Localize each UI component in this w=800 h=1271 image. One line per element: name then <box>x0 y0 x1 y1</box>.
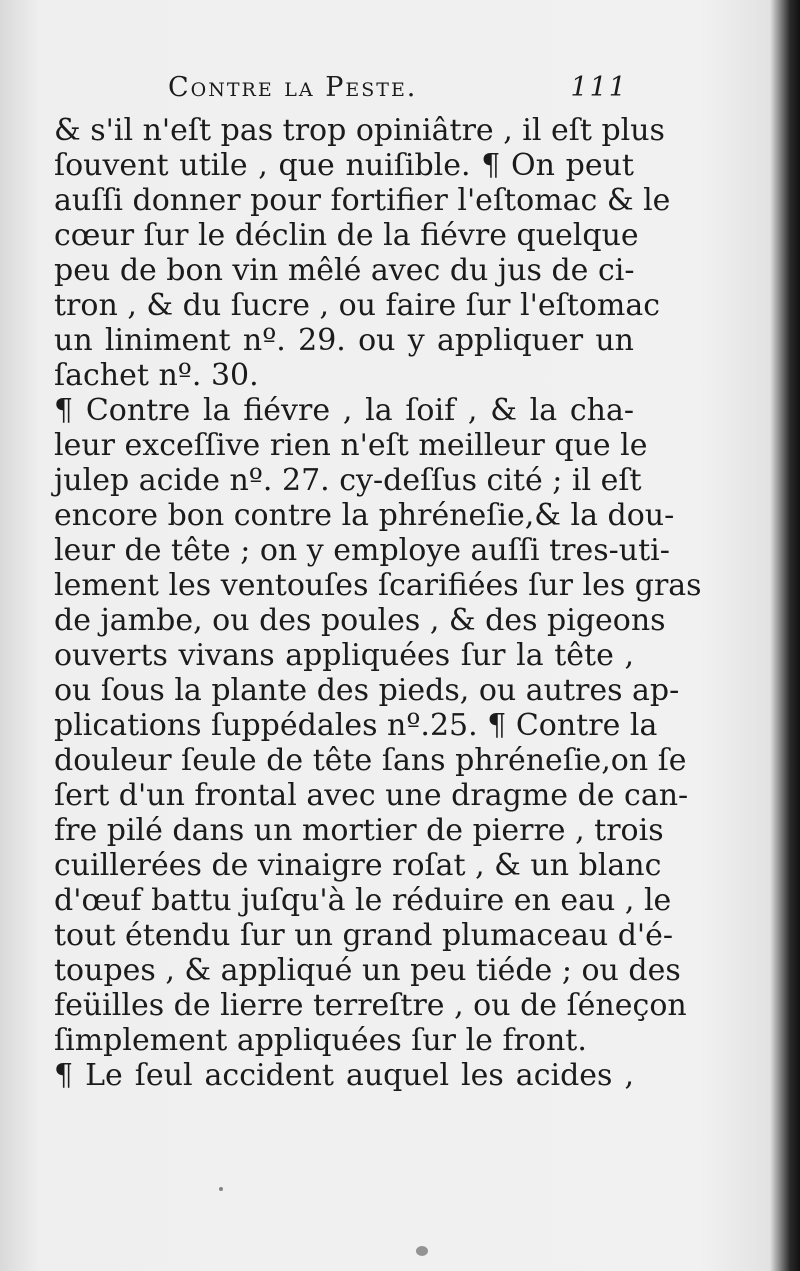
text-line: ¶ Contre la fiévre , la ſoif , & la cha- <box>54 393 634 428</box>
body-text <box>54 113 702 1093</box>
text-line: feüilles de lierre terreſtre , ou de ſéneçon <box>54 988 687 1023</box>
running-title: Contre la Peste. <box>168 72 418 103</box>
text-line: tron , & du ſucre , ou faire ſur l'eſtomac <box>54 288 661 323</box>
text-line: de jambe, ou des poules , & des pigeons <box>54 603 666 638</box>
page-number: 111 <box>570 72 628 103</box>
text-line: plications ſuppédales nº.25. ¶ Contre la <box>54 708 658 743</box>
text-line: ¶ Le ſeul accident auquel les acides , <box>54 1058 634 1093</box>
text-line: leur de tête ; on y employe auſſi tres-uti- <box>54 533 670 568</box>
text-line: d'œuf battu juſqu'à le réduire en eau , le <box>54 883 672 918</box>
ink-spot <box>416 1246 428 1256</box>
text-line: tout étendu ſur un grand plumaceau d'é- <box>54 918 674 953</box>
text-line: ſouvent utile , que nuiſible. ¶ On peut <box>54 148 634 183</box>
text-line: julep acide nº. 27. cy-deſſus cité ; il eſt <box>54 463 642 498</box>
ink-spot <box>219 1187 223 1191</box>
text-line: un liniment nº. 29. ou y appliquer un <box>54 323 634 358</box>
text-line: ou ſous la plante des pieds, ou autres ap- <box>54 673 680 708</box>
text-line: encore bon contre la phréneſie,& la dou- <box>54 498 675 533</box>
text-line: toupes , & appliqué un peu tiéde ; ou des <box>54 953 681 988</box>
text-line: peu de bon vin mêlé avec du jus de ci- <box>54 253 635 288</box>
text-line: ſimplement appliquées ſur le front. <box>54 1023 587 1058</box>
text-line: lement les ventouſes ſcarifiées ſur les gras <box>54 568 702 603</box>
text-line: cœur ſur le déclin de la fiévre quelque <box>54 218 639 253</box>
text-line: & s'il n'eſt pas trop opiniâtre , il eſt plus <box>54 113 665 148</box>
text-line: leur exceſſive rien n'eſt meilleur que le <box>54 428 648 463</box>
text-line: fre pilé dans un mortier de pierre , trois <box>54 813 664 848</box>
page-header <box>168 72 628 112</box>
text-line: douleur ſeule de tête ſans phréneſie,on ſe <box>54 743 687 778</box>
text-line: auſſi donner pour fortifier l'eſtomac & le <box>54 183 671 218</box>
text-line: cuillerées de vinaigre roſat , & un blanc <box>54 848 662 883</box>
text-line: ſachet nº. 30. <box>54 358 259 393</box>
text-line: ſert d'un frontal avec une dragme de can- <box>54 778 689 813</box>
text-line: ouverts vivans appliquées ſur la tête , <box>54 638 634 673</box>
